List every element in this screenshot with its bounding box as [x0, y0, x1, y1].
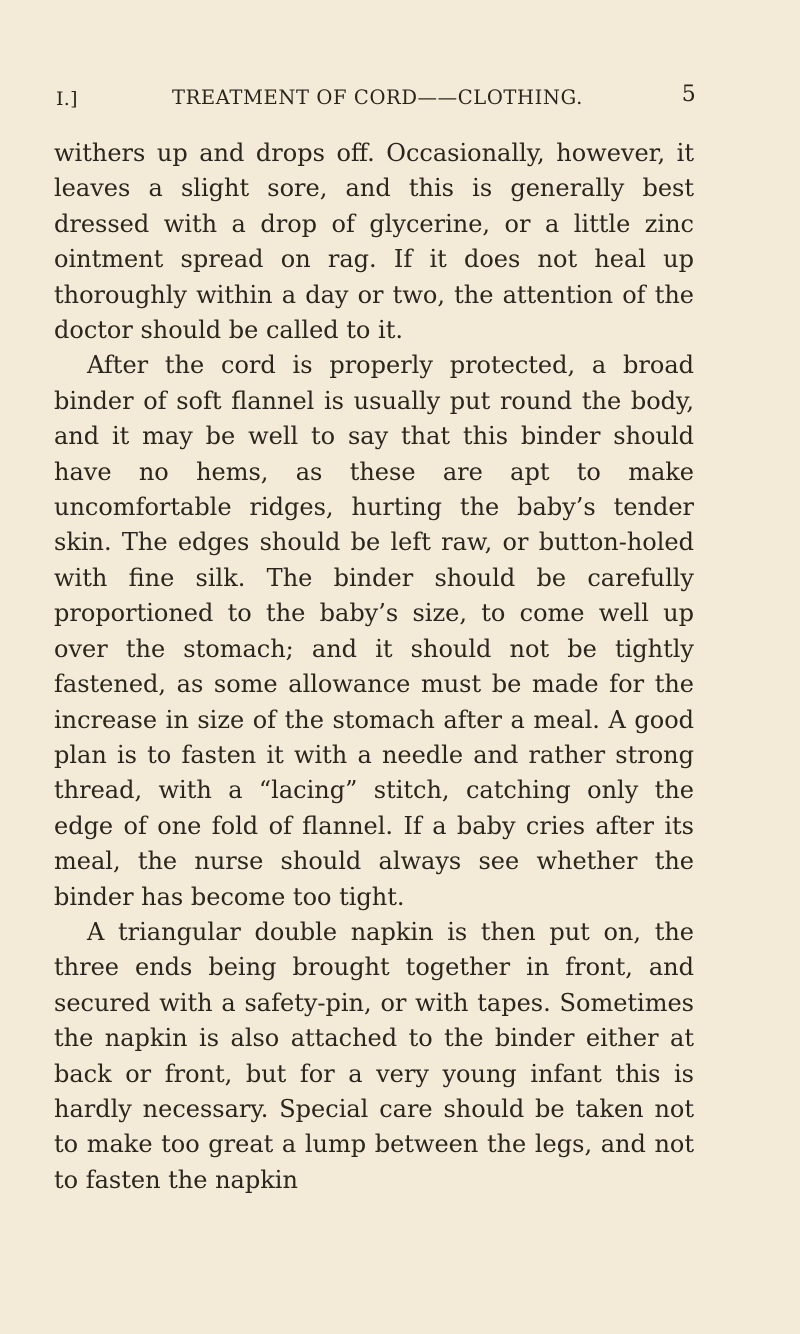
- running-head: [56, 82, 696, 114]
- section-marker: I.]: [56, 88, 78, 110]
- body-text: [54, 136, 694, 1198]
- paragraph-napkin: A triangular double napkin is then put on, the three ends being brought together in front, and secured with a safety-pin, or with tapes. Sometimes the napkin is also attached to the binder either at back or front, but for a very young infant this is hardly necessary. Special care should be taken not to make too great a lump between the legs, and not to fasten the napkin: [54, 917, 694, 1194]
- page-number: 5: [681, 82, 696, 107]
- paragraph-binder: After the cord is properly protected, a broad binder of soft flannel is usually put round the body, and it may be well to say that this binder should have no hems, as these are apt to make uncomfortable ridges, hurting the baby’s tender skin. The edges should be left raw, or button-holed with fine silk. The binder should be carefully proportioned to the baby’s size, to come well up over the stomach; and it should not be tightly fastened, as some allowance must be made for the increase in size of the stomach after a meal. A good plan is to fasten it with a needle and rather strong thread, with a “lacing” stitch, catching only the edge of one fold of flannel. If a baby cries after its meal, the nurse should always see whether the binder has become too tight.: [54, 351, 694, 911]
- running-title: TREATMENT OF CORD——CLOTHING.: [172, 86, 583, 109]
- paragraph-continuation: withers up and drops off. Occasionally, however, it leaves a slight sore, and this is generally best dressed with a drop of glycerine, or a little zinc ointment spread on rag. If it does not heal up thoroughly within a day or two, the attention of the doctor should be called to it.: [54, 139, 694, 345]
